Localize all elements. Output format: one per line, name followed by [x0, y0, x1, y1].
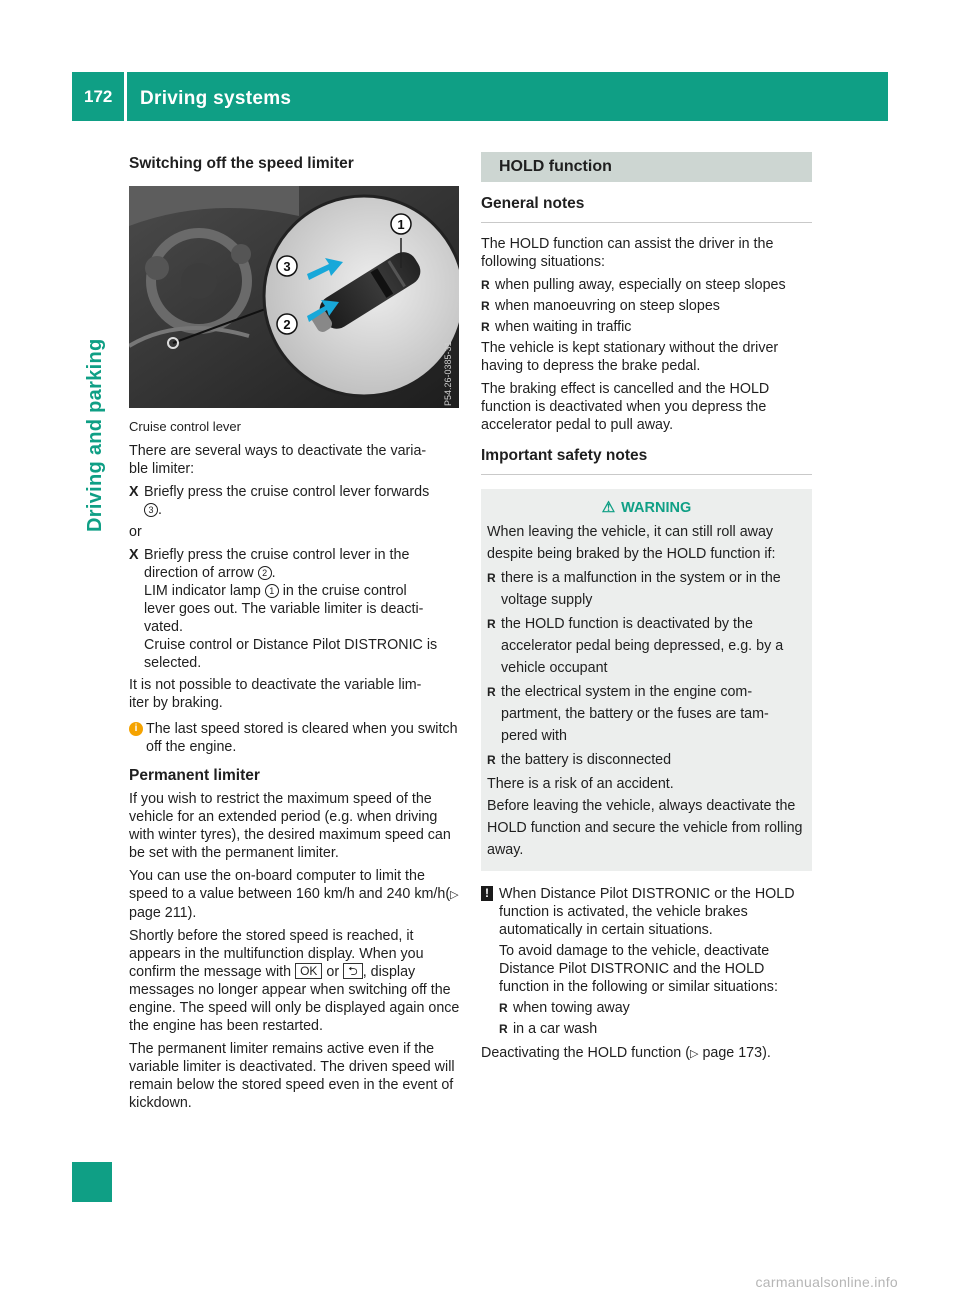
- permanent-p1: If you wish to restrict the maximum speed of the vehicle for an extended period (e.g. when driving with winter tyres), the desired maximum speed can be set with the permanent limiter.: [129, 791, 451, 861]
- ok-key-icon: OK: [295, 963, 322, 979]
- page-ref-link-173[interactable]: page 173: [702, 1045, 763, 1061]
- header-divider: [124, 72, 127, 121]
- list-item: R when waiting in traffic: [481, 318, 812, 336]
- permanent-p2: You can use the on-board computer to limit the speed to a value between 160 km/h and 240 km/h(▷ page 211).: [129, 868, 459, 921]
- step-arrow-icon: X: [129, 547, 139, 563]
- list-item: R when manoeuvring on steep slopes: [481, 297, 812, 315]
- page-ref-arrow-icon: ▷: [450, 889, 459, 901]
- list-item: R when pulling away, especially on steep slopes: [481, 276, 812, 294]
- page-ref-link-211[interactable]: page 211: [129, 905, 188, 921]
- warning-intro: When leaving the vehicle, it can still roll away despite being braked by the HOLD function if:: [487, 524, 776, 562]
- permanent-p3: Shortly before the stored speed is reached, it appears in the multifunction display. When you confirm the message with OK or ⮌ , display messages no longer appear when switching off the engine. The speed will only be displayed again once the engine has been restarted.: [129, 928, 460, 1034]
- general-p3: The braking effect is cancelled and the HOLD function is deactivated when you depress the accelerator pedal to pull away.: [481, 381, 770, 433]
- svg-text:2: 2: [283, 317, 291, 332]
- hold-function-bar: HOLD function: [481, 152, 812, 182]
- step-arrow-icon: X: [129, 484, 139, 500]
- notice-p1: When Distance Pilot DISTRONIC or the HOLD function is activated, the vehicle brakes automatically in certain situations.: [499, 886, 795, 938]
- side-tab-label: Driving and parking: [84, 338, 106, 532]
- figure-code: P54.26-0385-31: [443, 341, 453, 406]
- callout-2: [277, 314, 297, 334]
- cruise-control-figure: [129, 186, 459, 408]
- left-column: [129, 152, 461, 1117]
- list-item: R when towing away: [499, 999, 812, 1017]
- section-title: Driving systems: [140, 88, 292, 109]
- braking-note: It is not possible to deactivate the variable lim- iter by braking.: [129, 677, 422, 711]
- back-key-icon: ⮌: [343, 963, 363, 979]
- general-intro: The HOLD function can assist the driver in the following situations:: [481, 236, 774, 270]
- warning-advice: Before leaving the vehicle, always deactivate the HOLD function and secure the vehicle from rolling away.: [487, 798, 803, 858]
- general-bullet-list: [481, 276, 812, 336]
- info-note: i The last speed stored is cleared when you switch off the engine.: [129, 720, 461, 756]
- page-ref-arrow-icon: ▷: [690, 1048, 699, 1060]
- watermark: carmanualsonline.info: [755, 1274, 898, 1290]
- notice-note: [481, 885, 812, 1038]
- warning-triangle-icon: ⚠: [601, 499, 616, 516]
- side-tab-block: [72, 1162, 112, 1202]
- list-item: R the battery is disconnected: [487, 749, 806, 771]
- svg-text:3: 3: [283, 259, 291, 274]
- warning-risk: There is a risk of an accident.: [487, 776, 674, 792]
- figure-caption: Cruise control lever: [129, 419, 241, 434]
- heading-important-safety: Important safety notes: [481, 446, 812, 475]
- general-p2: The vehicle is kept stationary without the driver having to depress the brake pedal.: [481, 340, 779, 374]
- step-2: X Briefly press the cruise control lever in the direction of arrow 2 . LIM indicator lamp 1 in the cruise control lever goes out. The variable limiter is deacti- vated. Cruise control or Distance Pilot DISTRONIC is selected.: [129, 546, 461, 672]
- warning-title: ⚠ WARNING: [487, 497, 806, 519]
- list-item: R there is a malfunction in the system or in the voltage supply: [487, 567, 806, 611]
- callout-1: [391, 214, 411, 234]
- page-number: 172: [84, 87, 113, 106]
- warning-box: [481, 489, 812, 871]
- info-icon: i: [129, 722, 143, 736]
- list-item: R the electrical system in the engine com- partment, the battery or the fuses are tam- pered with: [487, 681, 806, 747]
- callout-ref-3: 3: [144, 503, 158, 517]
- permanent-p4: The permanent limiter remains active even if the variable limiter is deactivated. The driven speed will remain below the stored speed even in the event of kickdown.: [129, 1041, 455, 1111]
- step-1: X Briefly press the cruise control lever forwards 3 .: [129, 484, 430, 518]
- or-text: or: [129, 524, 142, 540]
- right-column: [481, 152, 812, 1068]
- deactivating-ref: Deactivating the HOLD function (▷ page 173).: [481, 1045, 771, 1061]
- notice-p2: To avoid damage to the vehicle, deactivate Distance Pilot DISTRONIC and the HOLD function in the following or similar situations:: [499, 943, 778, 995]
- step-2-result: Cruise control or Distance Pilot DISTRONIC is selected.: [144, 637, 438, 671]
- list-item: R in a car wash: [499, 1020, 812, 1038]
- heading-general-notes: General notes: [481, 194, 812, 223]
- svg-text:1: 1: [397, 217, 405, 232]
- heading-permanent-limiter: Permanent limiter: [129, 767, 260, 784]
- intro-text: There are several ways to deactivate the varia- ble limiter:: [129, 443, 427, 477]
- callout-3: [277, 256, 297, 276]
- callout-ref-2: 2: [258, 566, 272, 580]
- callout-ref-1: 1: [265, 584, 279, 598]
- cruise-control-illustration: [129, 186, 459, 408]
- list-item: R the HOLD function is deactivated by the accelerator pedal being depressed, e.g. by a vehicle occupant: [487, 613, 806, 679]
- heading-switching-off: Switching off the speed limiter: [129, 155, 354, 172]
- exclamation-icon: !: [481, 886, 493, 901]
